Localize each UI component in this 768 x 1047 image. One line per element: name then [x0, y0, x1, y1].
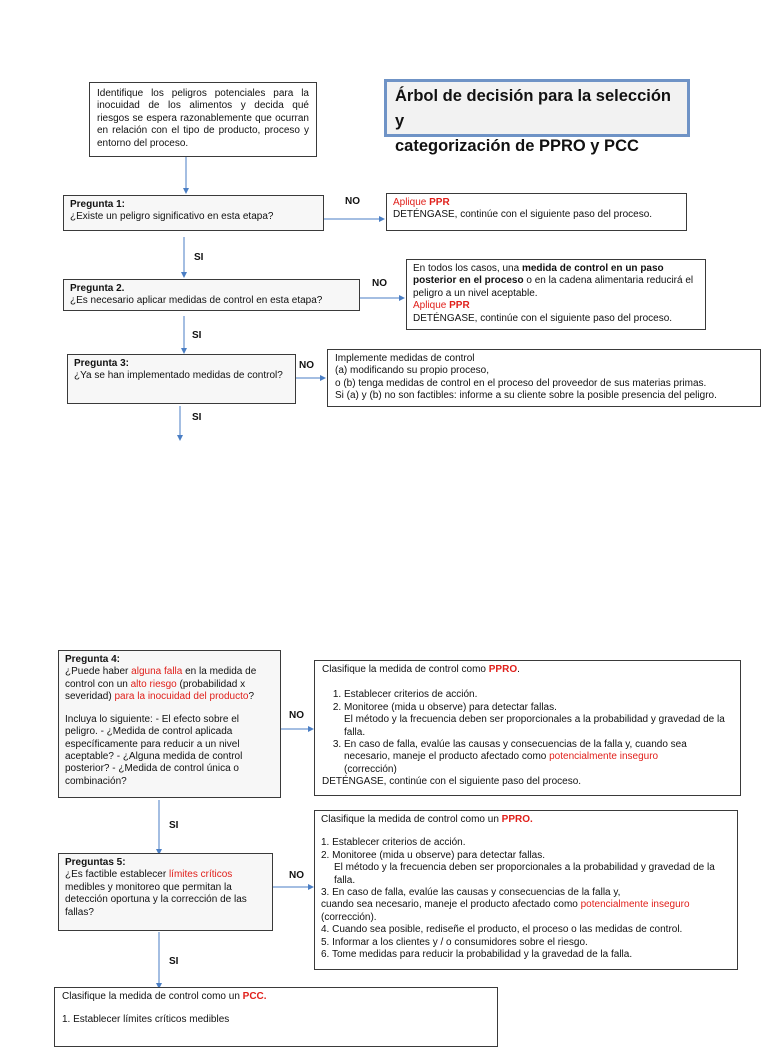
q5-no-line-5: cuando sea necesario, maneje el producto afectado como [321, 899, 581, 911]
pcc-label: PCC. [242, 991, 267, 1002]
q4-no-item-2: 2. Monitoree (mida u observe) para detectar fallas. El método y la frecuencia deben ser proporcionales a la probabilidad y gravedad de la falla. [344, 702, 733, 739]
q5-no-box [314, 810, 738, 970]
q5-no-line-6: (corrección). [321, 911, 377, 923]
q2-aplique: Aplique [413, 300, 450, 312]
q2-no-text-b: medida de control en un paso posterior en el proceso [413, 263, 664, 287]
q1-si-label: SI [194, 252, 204, 263]
q5-no-head: Clasifique la medida de control como un [321, 814, 502, 825]
question-5-box [58, 853, 273, 931]
q5-no-line-1: 1. Establecer criterios de acción. [321, 837, 466, 849]
diagram-title [384, 79, 690, 155]
question-4-title: Pregunta 4: [65, 654, 121, 665]
question-1-text: ¿Existe un peligro significativo en esta etapa? [70, 211, 274, 223]
q2-si-label: SI [192, 330, 202, 341]
q5-no-ppro: PPRO. [501, 814, 533, 825]
q1-ppr: PPR [429, 197, 450, 208]
q4-t2: alguna falla [131, 666, 183, 678]
q5-no-line-2: 2. Monitoree (mida u observe) para detectar fallas. [321, 849, 545, 861]
q4-t7: ? [248, 690, 255, 702]
pcc-head: Clasifique la medida de control como un [62, 991, 243, 1002]
q4-no-stop: DETÉNGASE, continúe con el siguiente paso del proceso. [322, 776, 582, 788]
q4-si-label: SI [169, 820, 179, 831]
q3-no-line-1: Implemente medidas de control [335, 353, 475, 364]
q3-si-label: SI [192, 412, 202, 423]
q2-no-text-a: En todos los casos, una [413, 263, 522, 274]
question-2-text: ¿Es necesario aplicar medidas de control en esta etapa? [70, 295, 323, 307]
q5-si-label: SI [169, 956, 179, 967]
q5-t1: ¿Es factible establecer [65, 869, 169, 881]
question-1-box [63, 195, 324, 231]
q5-no-line-4: 3. En caso de falla, evalúe las causas y consecuencias de la falla y, [321, 887, 621, 899]
q5-t3: medibles y monitoreo que permitan la detección oportuna y la corrección de las fallas? [65, 881, 247, 918]
q5-t2: límites críticos [168, 869, 233, 881]
title-line-2: categorización de PPRO y PCC [395, 137, 639, 155]
q4-t1: ¿Puede haber [65, 666, 132, 678]
q5-no-line-3: El método y la frecuencia deben ser proporcionales a la probabilidad y gravedad de la falla. [334, 862, 715, 886]
q4-no-list [322, 689, 733, 776]
q4-no-box [314, 660, 741, 796]
pcc-item-1: 1. Establecer límites críticos medibles [62, 1014, 230, 1026]
question-2-box [63, 279, 360, 311]
q2-ppr: PPR [449, 300, 470, 312]
q2-no-label: NO [372, 278, 387, 289]
question-2-title: Pregunta 2. [70, 283, 125, 294]
q3-no-label: NO [299, 360, 314, 371]
q1-no-box [386, 193, 687, 231]
q3-no-box [327, 349, 761, 407]
q4-no-unsafe: potencialmente inseguro [549, 751, 659, 763]
q4-t3: en la medida de control con un [65, 666, 257, 690]
question-3-box [67, 354, 296, 404]
q4-no-ppro: PPRO [488, 664, 518, 675]
q1-aplique: Aplique [393, 197, 430, 208]
q4-no-item-1: 1. Establecer criterios de acción. [344, 689, 733, 701]
question-3-title: Pregunta 3: [74, 358, 130, 369]
pcc-box [54, 987, 498, 1047]
q5-no-line-7: 4. Cuando sea posible, rediseñe el producto, el proceso o las medidas de control. [321, 924, 683, 936]
q3-no-line-2: (a) modificando su propio proceso, [335, 365, 489, 377]
q3-no-line-3: o (b) tenga medidas de control en el proceso del proveedor de sus materias primas. [335, 377, 707, 389]
q4-t5: (probabilidad x severidad) [65, 678, 246, 702]
q2-stop: DETÉNGASE, continúe con el siguiente paso del proceso. [413, 312, 673, 324]
q4-no-head-end: . [517, 664, 520, 675]
q2-no-box [406, 259, 706, 330]
question-3-text: ¿Ya se han implementado medidas de control? [74, 370, 283, 382]
q4-no-item-3: 3. En caso de falla, evalúe las causas y consecuencias de la falla y, cuando sea necesario, maneje el producto afectado como potencialmente inseguro (corrección) [344, 739, 733, 776]
q3-no-line-4: Si (a) y (b) no son factibles: informe a su cliente sobre la posible presencia del peligro. [335, 390, 717, 402]
q5-no-label: NO [289, 870, 304, 881]
q1-stop: DETÉNGASE, continúe con el siguiente paso del proceso. [393, 209, 653, 221]
question-4-box [58, 650, 281, 798]
intro-box [89, 82, 317, 157]
q5-no-unsafe: potencialmente inseguro [580, 899, 690, 911]
question-1-title: Pregunta 1: [70, 199, 126, 210]
q5-no-line-9: 6. Tome medidas para reducir la probabilidad y la gravedad de la falla. [321, 949, 633, 961]
q4-include: Incluya lo siguiente: - El efecto sobre el peligro. - ¿Medida de control aplicada específicamente para reducir a un nivel aceptable? - ¿Alguna medida de control posterior? - ¿Medida de control única o combinación? [65, 714, 243, 787]
q4-no-head: Clasifique la medida de control como [322, 664, 489, 675]
title-line-1: Árbol de decisión para la selección y [395, 87, 672, 130]
q4-no-label: NO [289, 710, 304, 721]
q4-no-correction: (corrección) [344, 763, 397, 775]
q5-no-line-8: 5. Informar a los clientes y / o consumidores sobre el riesgo. [321, 936, 588, 948]
q4-t6: para la inocuidad del producto [114, 690, 249, 702]
question-5-title: Preguntas 5: [65, 857, 126, 868]
q4-no-item-2-extra: El método y la frecuencia deben ser proporcionales a la probabilidad y gravedad de la falla. [344, 714, 725, 738]
q2-no-text-c: o en la cadena alimentaria reducirá el peligro a un nivel aceptable. [413, 275, 694, 299]
intro-text: Identifique los peligros potenciales para la inocuidad de los alimentos y decida qué riesgos se espera razonablemente que ocurran en relación con el tipo de producto, proceso y entorno del proceso. [97, 88, 309, 149]
q4-t4: alto riesgo [130, 678, 177, 690]
q1-no-label: NO [345, 196, 360, 207]
